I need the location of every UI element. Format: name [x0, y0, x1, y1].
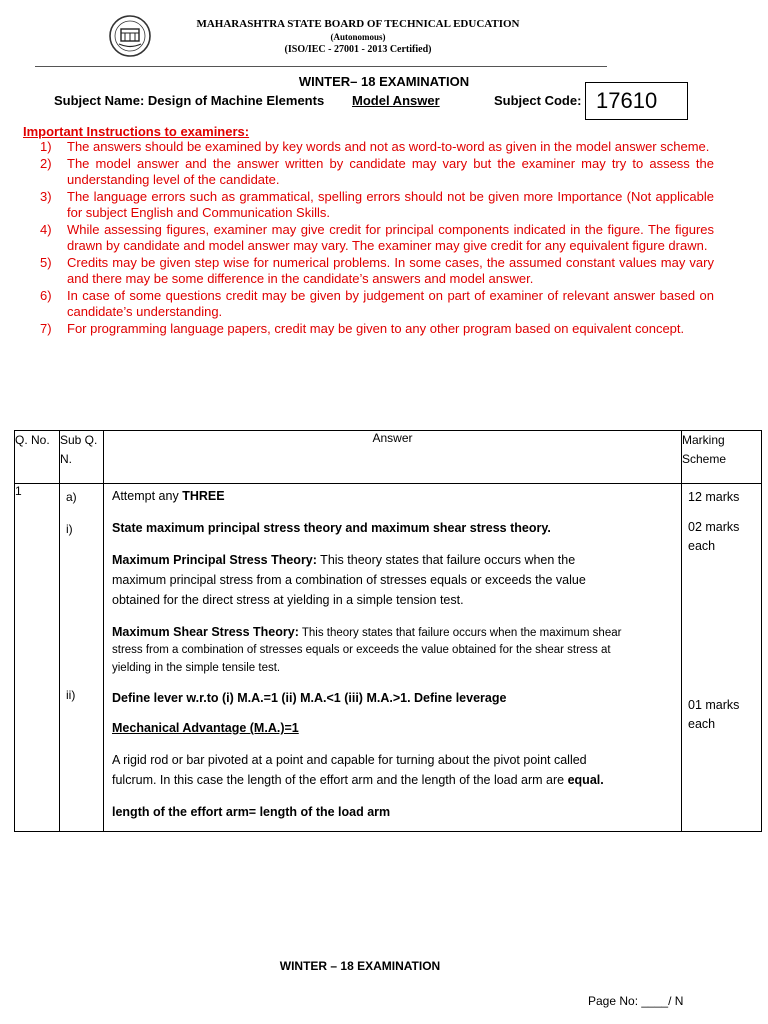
subject-code-value: 17610: [596, 88, 658, 113]
instruction-item: 3) The language errors such as grammatical, spelling errors should not be given more Importance (Not applicable for subject English and Communication Skills.: [40, 188, 714, 220]
subject-name: Subject Name: Design of Machine Elements: [54, 93, 325, 108]
exam-title: WINTER– 18 EXAMINATION: [298, 74, 470, 89]
header-qno: Q. No.: [15, 431, 60, 484]
header-answer: Answer: [104, 431, 682, 484]
instruction-item: 6) In case of some questions credit may be given by judgement on part of examiner of relevant answer based on candidate’s understanding.: [40, 287, 714, 319]
instruction-item: 2) The model answer and the answer written by candidate may vary but the examiner may try to assess the understanding level of the candidate.: [40, 155, 714, 187]
ma-line-1: A rigid rod or bar pivoted at a point and capable for turning about the pivot point called: [112, 753, 587, 767]
instruction-item: 4) While assessing figures, examiner may give credit for principal components indicated in the figure. The figures drawn by candidate and model answer may vary. The examiner may give credit for any equivalent figure drawn.: [40, 221, 714, 253]
answer-table: [14, 430, 762, 832]
question-ii: Define lever w.r.to (i) M.A.=1 (ii) M.A.<1 (iii) M.A.>1. Define leverage: [112, 691, 507, 705]
instructions-list: [40, 139, 714, 337]
ma-heading: Mechanical Advantage (M.A.)=1: [112, 721, 299, 735]
sub-ii: ii): [66, 688, 76, 702]
instruction-item: 5) Credits may be given step wise for numerical problems. In some cases, the assumed constant values may vary and there may be some difference in the candidate’s answers and model answer.: [40, 254, 714, 286]
msst-line-3: yielding in the simple tensile test.: [112, 662, 281, 674]
footer-exam-title: WINTER – 18 EXAMINATION: [279, 959, 441, 973]
sub-i: i): [66, 522, 73, 536]
msst-line-1: Maximum Shear Stress Theory: This theory states that failure occurs when the maximum shear: [112, 625, 622, 639]
sub-a: a): [66, 490, 77, 504]
instruction-item: 7) For programming language papers, credit may be given to any other program based on equivalent concept.: [40, 320, 685, 336]
table-row: [15, 484, 762, 832]
marks-total: 12 marks: [688, 490, 740, 504]
model-answer-label: Model Answer: [352, 93, 440, 108]
instruction-item: 1) The answers should be examined by key words and not as word-to-word as given in the model answer scheme.: [40, 139, 710, 154]
board-name: MAHARASHTRA STATE BOARD OF TECHNICAL EDUCATION: [196, 18, 520, 30]
subject-code-label: Subject Code:: [494, 93, 582, 108]
attempt-line: Attempt any THREE: [112, 489, 225, 503]
table-header-row: [15, 431, 762, 484]
header-rule: [35, 66, 607, 67]
certification-label: (ISO/IEC - 27001 - 2013 Certified): [284, 44, 432, 55]
mpst-line-1: Maximum Principal Stress Theory: This theory states that failure occurs when the: [112, 553, 576, 567]
header-marking: Marking Scheme: [682, 431, 762, 484]
autonomous-label: (Autonomous): [330, 32, 386, 42]
ma-line-2: fulcrum. In this case the length of the effort arm and the length of the load arm are equal.: [112, 773, 604, 787]
mpst-line-3: obtained for the direct stress at yielding in a simple tension test.: [112, 593, 464, 607]
row-qno: 1: [15, 484, 60, 832]
row-marking: [682, 484, 762, 832]
marks-i: 02 marks each: [688, 520, 740, 553]
row-subq: [60, 484, 104, 832]
subject-code-box: [585, 82, 688, 120]
header-subq: Sub Q. N.: [60, 431, 104, 484]
instructions-title: Important Instructions to examiners:: [23, 124, 250, 139]
question-i: State maximum principal stress theory and maximum shear stress theory.: [112, 521, 551, 535]
msst-line-2: stress from a combination of stresses equals or exceeds the value obtained for the shear stress at: [112, 644, 611, 656]
page-number: Page No: ____/ N: [588, 994, 684, 1008]
mpst-line-2: maximum principal stress from a combination of stresses equals or exceeds the value: [112, 573, 586, 587]
ma-equation: length of the effort arm= length of the load arm: [112, 805, 391, 819]
board-logo: [108, 14, 152, 58]
marks-ii: 01 marks each: [688, 698, 740, 731]
row-answer: [104, 484, 682, 832]
